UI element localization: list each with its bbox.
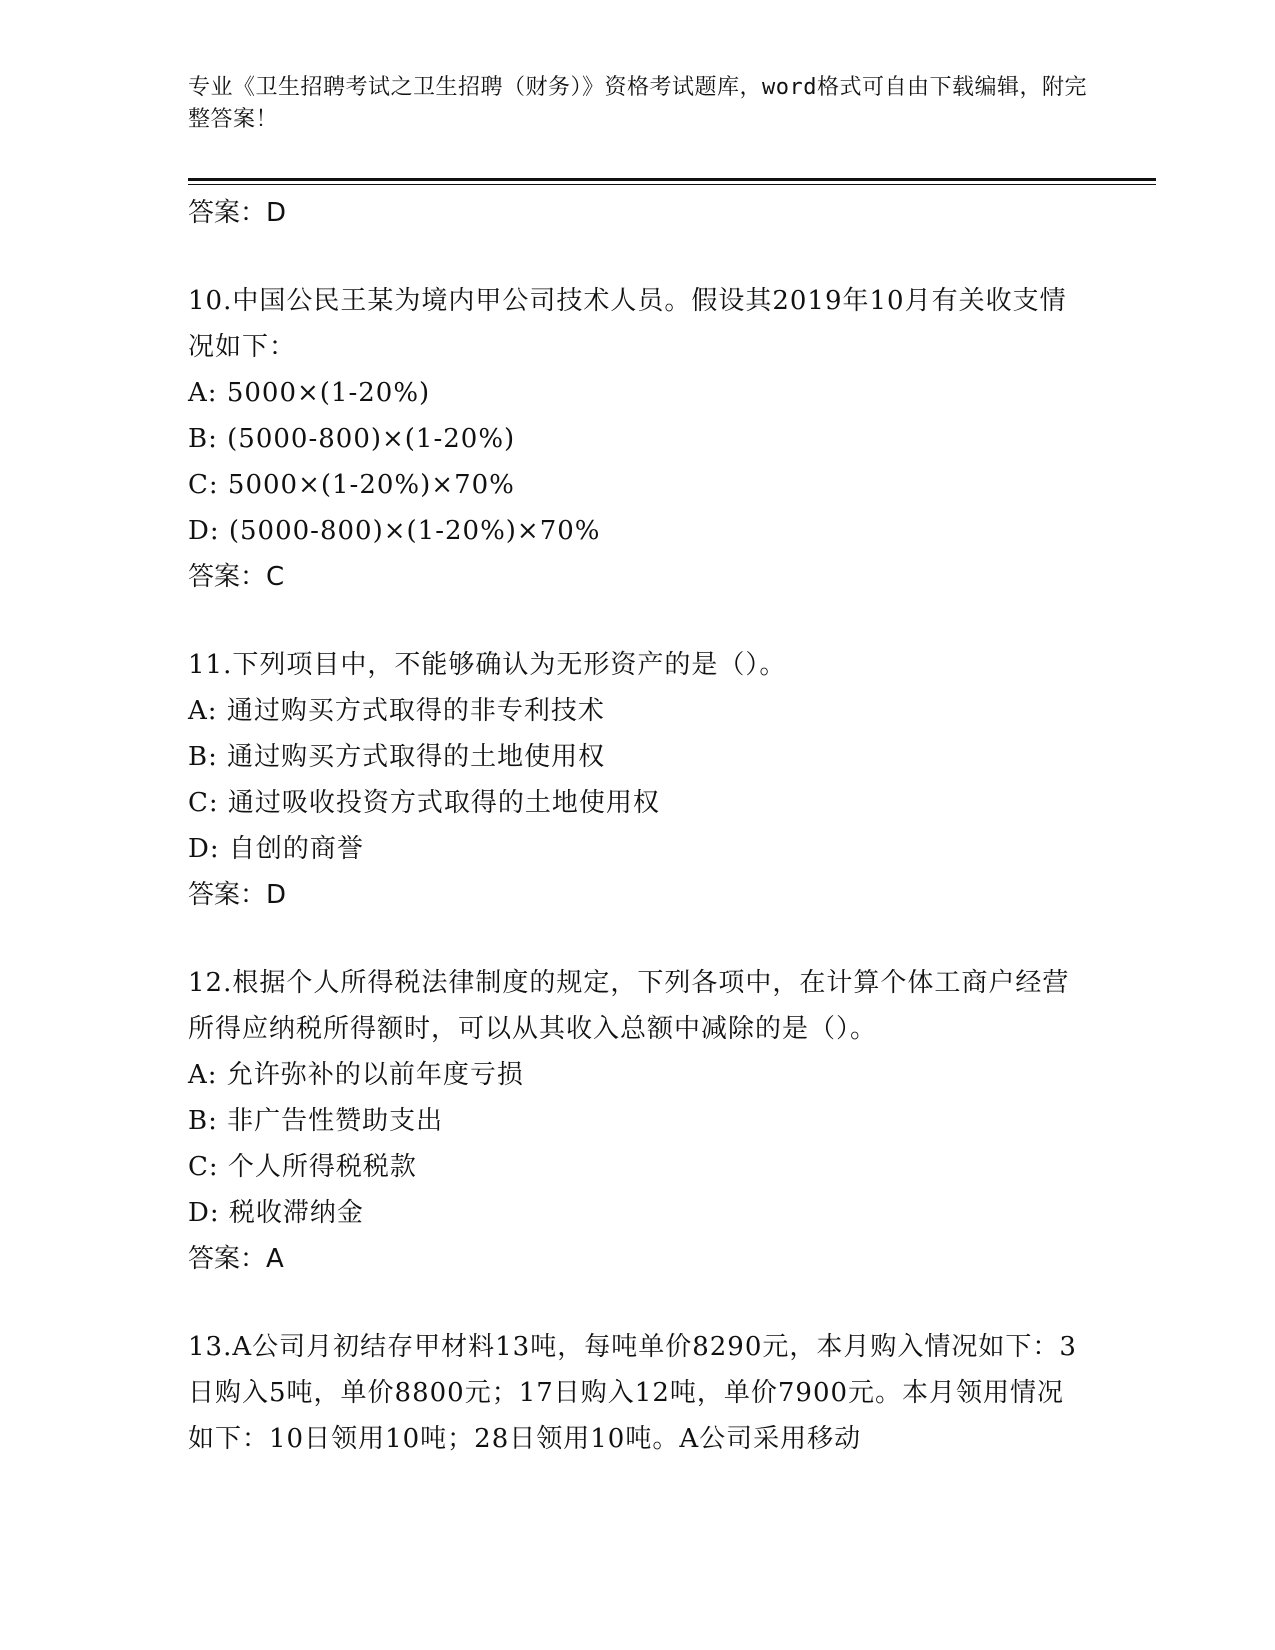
answer-line — [188, 190, 1088, 236]
option-d — [188, 1190, 1088, 1236]
answer-label: 答案： — [188, 1244, 267, 1274]
answer-value: C — [266, 562, 285, 592]
answer-label: 答案： — [188, 562, 267, 592]
option-letter: B: — [188, 1106, 218, 1136]
answer-line — [188, 1236, 1088, 1282]
option-a — [188, 370, 1088, 416]
option-letter: A: — [188, 378, 218, 408]
option-text: 税收滞纳金 — [228, 1198, 364, 1228]
question-11 — [188, 642, 1088, 918]
option-text: 非广告性赞助支出 — [227, 1106, 444, 1136]
question-stem: 11.下列项目中，不能够确认为无形资产的是（）。 — [188, 650, 787, 680]
option-text: 允许弥补的以前年度亏损 — [226, 1060, 524, 1090]
option-letter: A: — [188, 1060, 218, 1090]
option-c — [188, 1144, 1088, 1190]
option-d — [188, 508, 1088, 554]
option-letter: A: — [188, 696, 218, 726]
question-stem: 10.中国公民王某为境内甲公司技术人员。假设其2019年10月有关收支情况如下： — [188, 286, 1067, 362]
option-letter: D: — [188, 1198, 220, 1228]
answer-value: D — [266, 880, 287, 910]
option-letter: C: — [188, 470, 219, 500]
option-letter: B: — [188, 424, 218, 454]
option-b — [188, 1098, 1088, 1144]
answer-line — [188, 554, 1088, 600]
answer-label: 答案： — [188, 198, 267, 228]
option-letter: C: — [188, 788, 219, 818]
option-b — [188, 416, 1088, 462]
page-header — [188, 72, 1088, 136]
answer-value: A — [266, 1244, 284, 1274]
question-stem: 12.根据个人所得税法律制度的规定，下列各项中，在计算个体工商户经营所得应纳税所得额时，可以从其收入总额中减除的是（）。 — [188, 968, 1070, 1044]
header-text: 专业《卫生招聘考试之卫生招聘（财务）》资格考试题库，word格式可自由下载编辑，附完整答案！ — [188, 75, 1087, 132]
option-letter: B: — [188, 742, 218, 772]
question-10 — [188, 278, 1088, 600]
header-rule-thin — [188, 184, 1156, 185]
option-letter: C: — [188, 1152, 219, 1182]
option-letter: D: — [188, 516, 220, 546]
option-letter: D: — [188, 834, 220, 864]
answer-value: D — [266, 198, 287, 228]
option-c — [188, 462, 1088, 508]
option-d — [188, 826, 1088, 872]
option-a — [188, 1052, 1088, 1098]
question-12 — [188, 960, 1088, 1282]
option-text: (5000-800)×(1-20%) — [227, 424, 516, 454]
option-text: 5000×(1-20%)×70% — [227, 470, 515, 500]
answer-line — [188, 872, 1088, 918]
option-text: (5000-800)×(1-20%)×70% — [228, 516, 601, 546]
option-a — [188, 688, 1088, 734]
option-text: 个人所得税税款 — [227, 1152, 417, 1182]
option-text: 通过购买方式取得的土地使用权 — [227, 742, 606, 772]
question-content — [188, 190, 1088, 1462]
question-13 — [188, 1324, 1088, 1462]
option-c — [188, 780, 1088, 826]
option-text: 5000×(1-20%) — [226, 378, 431, 408]
option-text: 通过购买方式取得的非专利技术 — [226, 696, 605, 726]
header-rule-thick — [188, 178, 1156, 181]
question-stem: 13.A公司月初结存甲材料13吨，每吨单价8290元，本月购入情况如下：3日购入5吨，单价8800元；17日购入12吨，单价7900元。本月领用情况如下：10日领用10吨；28日领用10吨。A公司采用移动 — [188, 1332, 1077, 1454]
answer-label: 答案： — [188, 880, 267, 910]
option-b — [188, 734, 1088, 780]
option-text: 自创的商誉 — [228, 834, 364, 864]
option-text: 通过吸收投资方式取得的土地使用权 — [227, 788, 660, 818]
